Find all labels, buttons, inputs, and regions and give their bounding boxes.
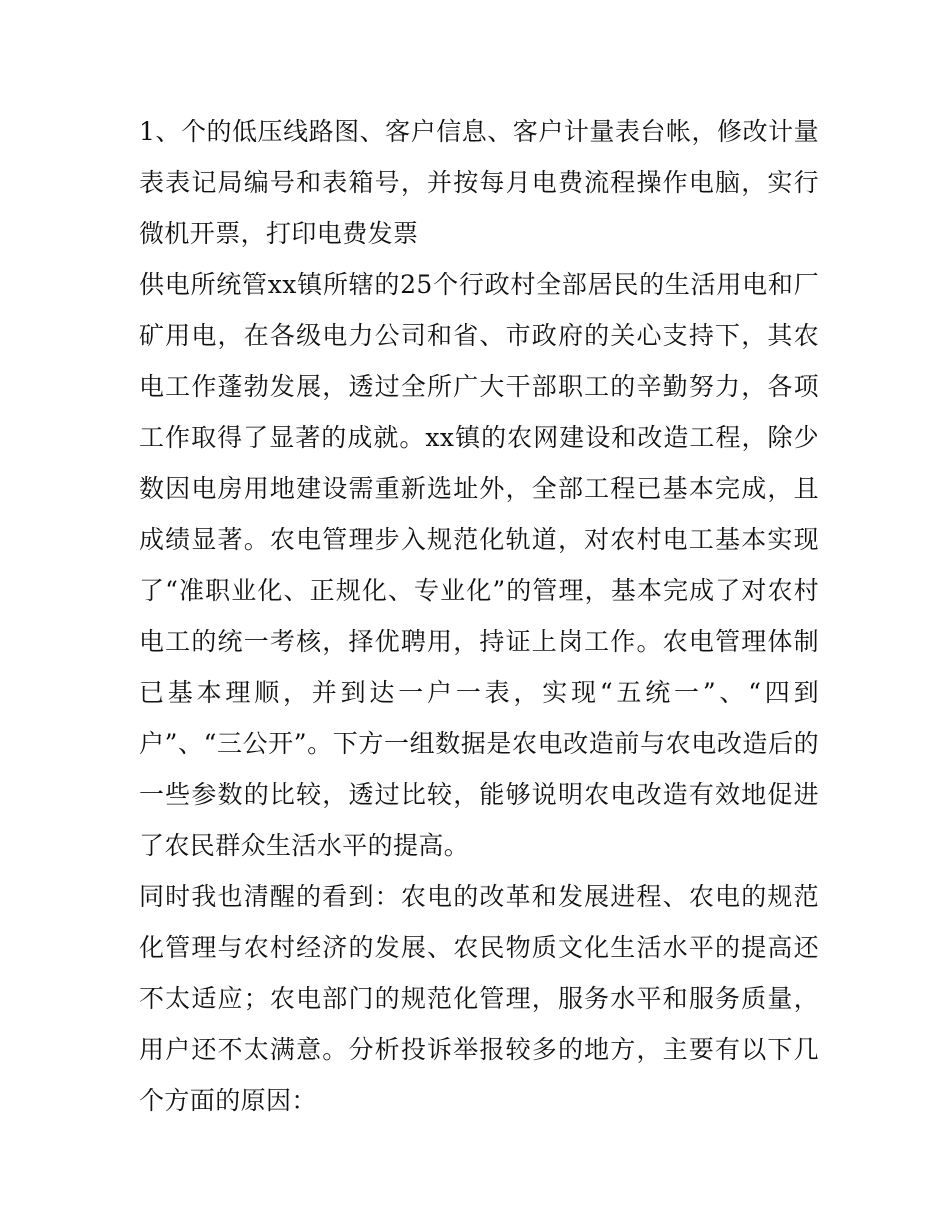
paragraph-problems-analysis: 同时我也清醒的看到：农电的改革和发展进程、农电的规范化管理与农村经济的发展、农民物质文化生活水平的提高还不太适应；农电部门的规范化管理，服务水平和服务质量，用户还不太满意。分析投诉举报较多的地方，主要有以下几个方面的原因： (139, 882, 819, 1115)
paragraph-work-items: 1、个的低压线路图、客户信息、客户计量表台帐，修改计量表表记局编号和表箱号，并按每月电费流程操作电脑，实行微机开票，打印电费发票 (139, 117, 819, 248)
document-body (139, 106, 819, 1126)
paragraph-supply-overview: 供电所统管xx镇所辖的25个行政村全部居民的生活用电和厂矿用电，在各级电力公司和省、市政府的关心支持下，其农电工作蓬勃发展，透过全所广大干部职工的辛勤努力，各项工作取得了显著的成就。xx镇的农网建设和改造工程，除少数因电房用地建设需重新选址外，全部工程已基本完成，且成绩显著。农电管理步入规范化轨道，对农村电工基本实现了“准职业化、正规化、专业化”的管理，基本完成了对农村电工的统一考核，择优聘用，持证上岗工作。农电管理体制已基本理顺，并到达一户一表，实现“五统一”、“四到户”、“三公开”。下方一组数据是农电改造前与农电改造后的一些参数的比较，透过比较，能够说明农电改造有效地促进了农民群众生活水平的提高。 (139, 270, 819, 860)
